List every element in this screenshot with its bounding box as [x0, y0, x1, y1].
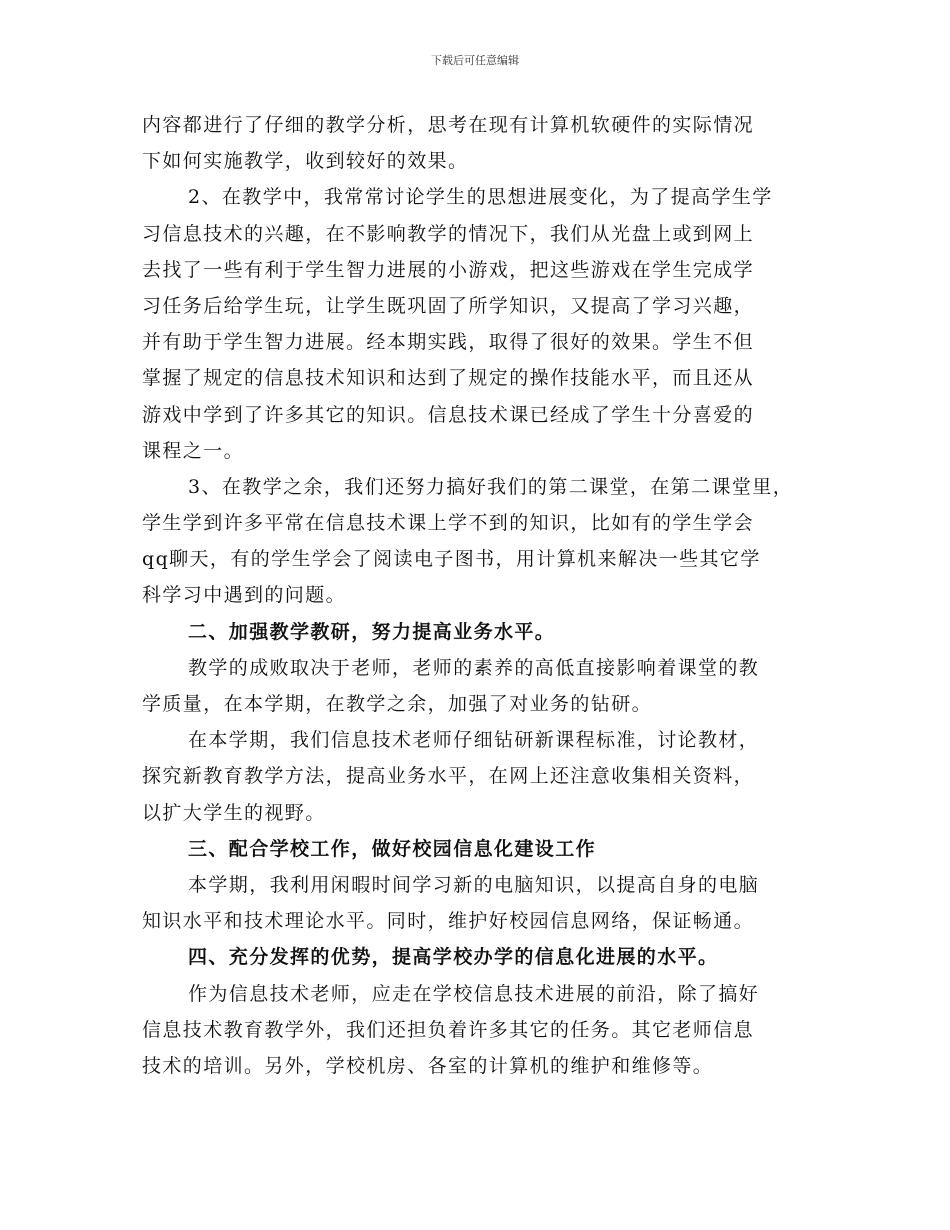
text-line: 2、在教学中，我常常讨论学生的思想进展变化，为了提高学生学	[188, 186, 773, 209]
text-line: 并有助于学生智力进展。经本期实践，取得了很好的效果。学生不但	[142, 331, 755, 354]
section-heading: 四、充分发挥的优势，提高学校办学的信息化进展的水平。	[188, 946, 719, 969]
text-line: 探究新教育教学方法，提高业务水平，在网上还注意收集相关资料，	[142, 765, 755, 788]
section-heading: 三、配合学校工作，做好校园信息化建设工作	[188, 837, 597, 860]
text-line: 信息技术教育教学外，我们还担负着许多其它的任务。其它老师信息	[142, 1018, 755, 1041]
text-line: 习信息技术的兴趣，在不影响教学的情况下，我们从光盘上或到网上	[142, 222, 755, 245]
text-line: 本学期，我利用闲暇时间学习新的电脑知识，以提高自身的电脑	[188, 873, 760, 896]
section-heading: 二、加强教学教研，努力提高业务水平。	[188, 620, 556, 643]
text-line: 游戏中学到了许多其它的知识。信息技术课已经成了学生十分喜爱的	[142, 403, 755, 426]
page-header: 下载后可任意编辑	[431, 54, 519, 67]
text-line: 教学的成败取决于老师，老师的素养的高低直接影响着课堂的教	[188, 656, 760, 679]
text-line: 掌握了规定的信息技术知识和达到了规定的操作技能水平，而且还从	[142, 367, 755, 390]
text-line: 学质量，在本学期，在教学之余，加强了对业务的钻研。	[142, 693, 653, 715]
text-line: 以扩大学生的视野。	[142, 801, 326, 824]
text-line: 科学习中遇到的问题。	[142, 584, 347, 607]
text-line: 在本学期，我们信息技术老师仔细钻研新课程标准，讨论教材，	[188, 729, 760, 752]
text-line: 作为信息技术老师，应走在学校信息技术进展的前沿，除了搞好	[188, 982, 760, 1005]
text-line: 下如何实施教学，收到较好的效果。	[142, 150, 469, 173]
text-line: 内容都进行了仔细的教学分析，思考在现有计算机软硬件的实际情况	[142, 114, 755, 136]
text-line: 学生学到许多平常在信息技术课上学不到的知识，比如有的学生学会	[142, 512, 755, 535]
text-line: 知识水平和技术理论水平。同时，维护好校园信息网络，保证畅通。	[142, 910, 755, 933]
text-line: 去找了一些有利于学生智力进展的小游戏，把这些游戏在学生完成学	[142, 258, 755, 281]
text-line: 习任务后给学生玩，让学生既巩固了所学知识，又提高了学习兴趣，	[142, 294, 755, 317]
text-line: 技术的培训。另外，学校机房、各室的计算机的维护和维修等。	[142, 1054, 714, 1077]
text-line: qq聊天，有的学生学会了阅读电子图书，用计算机来解决一些其它学	[142, 548, 761, 571]
text-line: 3、在教学之余，我们还努力搞好我们的第二课堂，在第二课堂里，	[188, 475, 794, 498]
document-body	[142, 107, 812, 1084]
text-line: 课程之一。	[142, 439, 245, 462]
